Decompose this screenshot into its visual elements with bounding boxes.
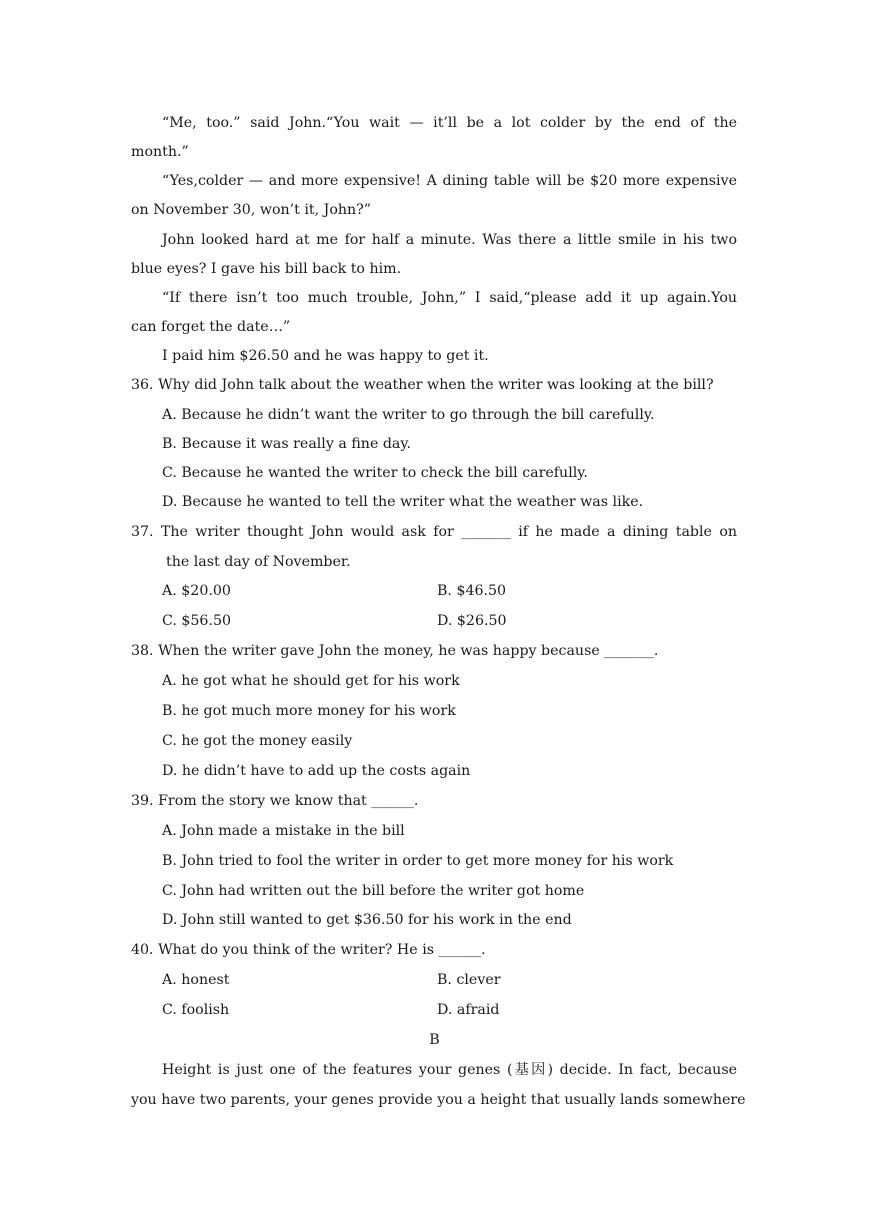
answer-option: A. John made a mistake in the bill (162, 823, 405, 839)
question-stem: 38. When the writer gave John the money, he was happy because _______. (131, 643, 659, 659)
answer-option: C. he got the money easily (162, 733, 353, 749)
answer-option: C. foolish (162, 1002, 230, 1018)
answer-option: C. $56.50 (162, 613, 232, 629)
section-heading: B (429, 1032, 440, 1048)
answer-option: D. $26.50 (437, 613, 507, 629)
answer-option: D. Because he wanted to tell the writer what the weather was like. (162, 494, 644, 510)
passage-line: I paid him $26.50 and he was happy to get it. (162, 348, 489, 364)
passage-line: John looked hard at me for half a minute. Was there a little smile in his two (162, 232, 737, 248)
passage-line: can forget the date…” (131, 319, 291, 335)
passage-line: blue eyes? I gave his bill back to him. (131, 261, 402, 277)
question-stem: 36. Why did John talk about the weather when the writer was looking at the bill? (131, 377, 714, 393)
passage-line: you have two parents, your genes provide you a height that usually lands somewhere (131, 1092, 746, 1108)
answer-option: C. John had written out the bill before the writer got home (162, 883, 585, 899)
answer-option: D. John still wanted to get $36.50 for his work in the end (162, 912, 572, 928)
passage-line: “Me, too.” said John.“You wait — it’ll be a lot colder by the end of the (162, 115, 737, 131)
passage-line: month.” (131, 144, 189, 160)
answer-option: B. Because it was really a fine day. (162, 436, 412, 452)
answer-option: B. he got much more money for his work (162, 703, 456, 719)
answer-option: A. $20.00 (162, 583, 231, 599)
answer-option: D. afraid (437, 1002, 500, 1018)
passage-line: Height is just one of the features your genes (基因) decide. In fact, because (162, 1062, 737, 1078)
passage-line: “If there isn’t too much trouble, John,” I said,“please add it up again.You (162, 290, 737, 306)
answer-option: C. Because he wanted the writer to check the bill carefully. (162, 465, 588, 481)
answer-option: A. honest (162, 972, 230, 988)
question-stem: 37. The writer thought John would ask for _______ if he made a dining table on (131, 524, 737, 540)
answer-option: A. he got what he should get for his work (162, 673, 460, 689)
answer-option: A. Because he didn’t want the writer to go through the bill carefully. (162, 407, 655, 423)
answer-option: B. clever (437, 972, 501, 988)
answer-option: B. $46.50 (437, 583, 507, 599)
question-stem: 40. What do you think of the writer? He is ______. (131, 942, 486, 958)
answer-option: B. John tried to fool the writer in order to get more money for his work (162, 853, 674, 869)
passage-line: “Yes,colder — and more expensive! A dining table will be $20 more expensive (162, 173, 737, 189)
passage-line: on November 30, won’t it, John?” (131, 202, 372, 218)
answer-option: D. he didn’t have to add up the costs again (162, 763, 471, 779)
question-stem-continued: the last day of November. (166, 554, 351, 570)
question-stem: 39. From the story we know that ______. (131, 793, 419, 809)
